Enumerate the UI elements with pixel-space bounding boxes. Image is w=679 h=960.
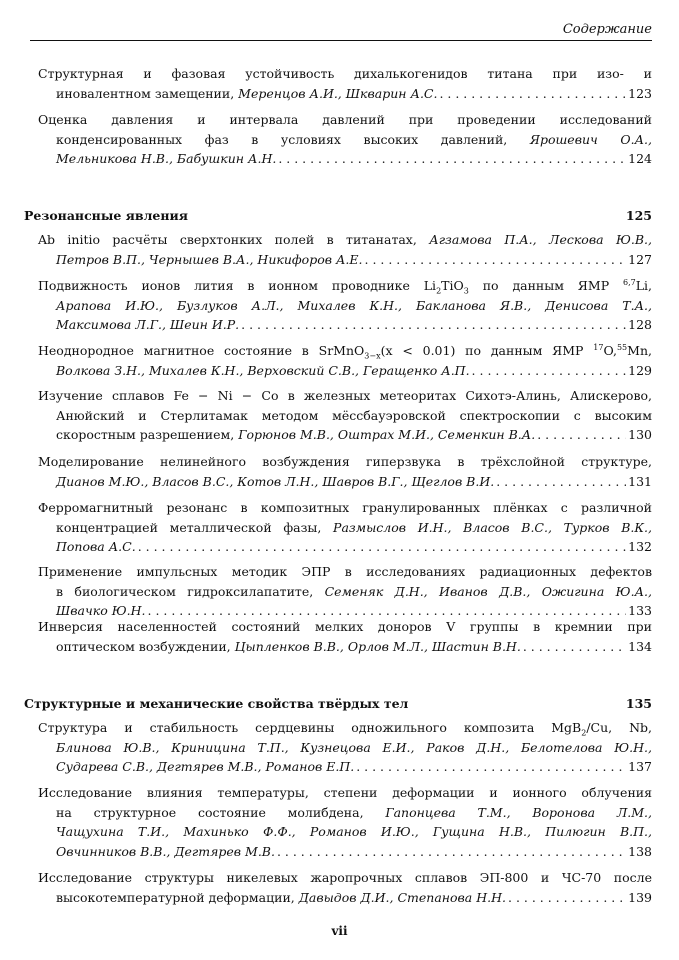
entry-title-line: Исследование влияния температуры, степени деформации и ионного облучения [38, 785, 652, 800]
entry-title-line: Применение импульсных методик ЭПР в исследованиях радиационных дефектов [38, 564, 652, 579]
entry-title-line: Неоднородное магнитное состояние в SrMnO$_{3-x}$(x < 0.01) по данным ЯМР $^{17}$O,$^{55}$Mn, [38, 342, 652, 361]
running-header [30, 18, 652, 41]
entry-authors: Меренцов А.И., Шкварин А.С. [238, 85, 438, 101]
entry-title-line: Анюйский и Стерлитамак методом мёссбауэровской спектроскопии с высоким [56, 407, 652, 423]
entry-title-text: оптическом возбуждении, [56, 638, 235, 654]
entry-last-line [38, 361, 652, 381]
leader-dots [508, 888, 626, 908]
toc-entry-127[interactable] [38, 230, 652, 269]
toc-entry-139[interactable] [38, 868, 652, 907]
entry-title-line: на структурное состояние молибдена, Гапонцева Т.М., Воронова Л.М., [56, 804, 652, 820]
entry-last-line [38, 250, 652, 270]
entry-last-line [38, 842, 652, 862]
header-title: Содержание [562, 22, 652, 37]
leader-dots [241, 315, 626, 335]
toc-entry-133[interactable] [38, 562, 652, 621]
entry-title-text: высокотемпературной деформации, [56, 889, 299, 905]
entry-authors: Сударева С.В., Дегтярев М.В., Романов Е.П. [56, 759, 355, 774]
entry-authors: Давыдов Д.И., Степанова Н.Н. [298, 889, 506, 905]
toc-entry-132[interactable] [38, 498, 652, 557]
entry-page: 138 [628, 843, 652, 859]
entry-title-line: Исследование структуры никелевых жаропрочных сплавов ЭП-800 и ЧС-70 после [38, 870, 652, 885]
entry-authors: Мельникова Н.В., Бабушкин А.Н. [56, 151, 277, 166]
entry-page: 137 [628, 759, 652, 774]
toc-entry-137[interactable] [38, 718, 652, 777]
entry-page: 132 [628, 539, 652, 554]
toc-entry-130[interactable] [38, 386, 652, 445]
entry-title-line: в биологическом гидроксилапатите, Семеняк Д.Н., Иванов Д.В., Ожигина Ю.А., [56, 583, 652, 599]
entry-last-line [38, 537, 652, 557]
leader-dots [537, 425, 626, 445]
entry-title-line: концентрацией металлической фазы, Размыслов И.Н., Власов В.С., Турков В.К., [56, 519, 652, 535]
entry-page: 133 [628, 603, 652, 618]
entry-authors: Волкова З.Н., Михалев К.Н., Верховский С.В., Геращенко А.П. [56, 362, 470, 378]
entry-title-line: Подвижность ионов лития в ионном проводнике $Li_2TiO_3$ по данным ЯМР $^{6,7}$Li, [38, 277, 652, 296]
leader-dots [138, 537, 626, 557]
entry-title-line: Чащухина Т.И., Махинько Ф.Ф., Романов И.Ю., Гущина Н.В., Пилюгин В.П., [56, 824, 652, 839]
entry-page: 131 [628, 473, 652, 489]
entry-authors: Швачко Ю.Н. [56, 603, 146, 618]
entry-page: 130 [628, 427, 652, 442]
toc-entry-128[interactable] [38, 276, 652, 335]
leader-dots [439, 84, 626, 104]
entry-page: 134 [628, 638, 652, 654]
entry-last-line [38, 84, 652, 104]
entry-page: 127 [628, 251, 652, 267]
entry-title-line: Моделирование нелинейного возбуждения гиперзвука в трёхслойной структуре, [38, 454, 652, 469]
section-heading[interactable] [24, 694, 652, 713]
toc-entry-134[interactable] [38, 617, 652, 656]
entry-title-line: Инверсия населенностей состояний мелких доноров V группы в кремнии при [38, 619, 652, 634]
entry-authors: Петров В.П., Чернышев В.А., Никифоров А.Е. [56, 251, 363, 267]
leader-dots [278, 149, 626, 169]
toc-entry-131[interactable] [38, 452, 652, 491]
section-heading[interactable] [24, 206, 652, 225]
entry-page: 124 [628, 151, 652, 166]
entry-title-text: скоростным разрешением, [56, 427, 239, 442]
entry-page: 123 [628, 85, 652, 101]
leader-dots [365, 250, 627, 270]
entry-title-line: Оценка давления и интервала давлений при проведении исследований [38, 112, 652, 127]
entry-title-line: конденсированных фаз в условиях высоких давлений, Ярошевич О.А., [56, 131, 652, 147]
entry-authors: Горюнов М.В., Оштрах М.И., Семенкин В.А. [238, 427, 536, 442]
entry-last-line [38, 315, 652, 335]
entry-last-line [38, 149, 652, 169]
entry-title-line: Структура и стабильность сердцевины одножильного композита MgB$_2$/Cu, Nb, [38, 720, 652, 738]
entry-page: 129 [628, 362, 652, 378]
entry-title-line: Ферромагнитный резонанс в композитных гранулированных плёнках с различной [38, 500, 652, 515]
toc-entry-129[interactable] [38, 341, 652, 380]
entry-title-line: Структурная и фазовая устойчивость дихалькогенидов титана при изо- и [38, 66, 652, 81]
entry-title-line: Изучение сплавов Fe − Ni − Co в железных метеоритах Сихотэ-Алинь, Алискерово, [38, 388, 652, 403]
entry-page: 139 [628, 889, 652, 905]
section-page: 125 [625, 208, 652, 223]
section-title: Структурные и механические свойства твёрдых тел [24, 696, 409, 711]
leader-dots [496, 472, 626, 492]
section-page: 135 [625, 696, 652, 711]
entry-last-line [38, 425, 652, 445]
leader-dots [356, 757, 626, 777]
leader-dots [523, 637, 626, 657]
entry-last-line [38, 757, 652, 777]
entry-title-line: Арапова И.Ю., Бузлуков А.Л., Михалев К.Н., Бакланова Я.В., Денисова Т.А., [56, 297, 652, 313]
entry-title-line: Блинова Ю.В., Криницина Т.П., Кузнецова Е.И., Раков Д.Н., Белотелова Ю.Н., [56, 739, 652, 755]
entry-page: 128 [628, 317, 652, 332]
entry-authors: Дианов М.Ю., Власов В.С., Котов Л.Н., Шавров В.Г., Щеглов В.И. [56, 473, 495, 489]
entry-last-line [38, 472, 652, 492]
toc-entry-123[interactable] [38, 64, 652, 103]
entry-authors: Цыпленков В.В., Орлов М.Л., Шастин В.Н. [234, 638, 521, 654]
entry-last-line [38, 888, 652, 908]
entry-title-line: Ab initio расчёты сверхтонких полей в титанатах, Агзамова П.А., Лескова Ю.В., [38, 232, 652, 247]
page-number: vii [331, 924, 348, 938]
entry-last-line [38, 637, 652, 657]
leader-dots [472, 361, 627, 381]
entry-authors: Максимова Л.Г., Шеин И.Р. [56, 317, 240, 332]
leader-dots [277, 842, 626, 862]
section-title: Резонансные явления [24, 208, 189, 223]
entry-authors: Овчинников В.В., Дегтярев М.В. [56, 843, 275, 859]
entry-authors: Попова А.С. [56, 539, 136, 554]
toc-entry-138[interactable] [38, 783, 652, 861]
toc-entry-124[interactable] [38, 110, 652, 169]
entry-title-text: иновалентном замещении, [56, 85, 239, 101]
